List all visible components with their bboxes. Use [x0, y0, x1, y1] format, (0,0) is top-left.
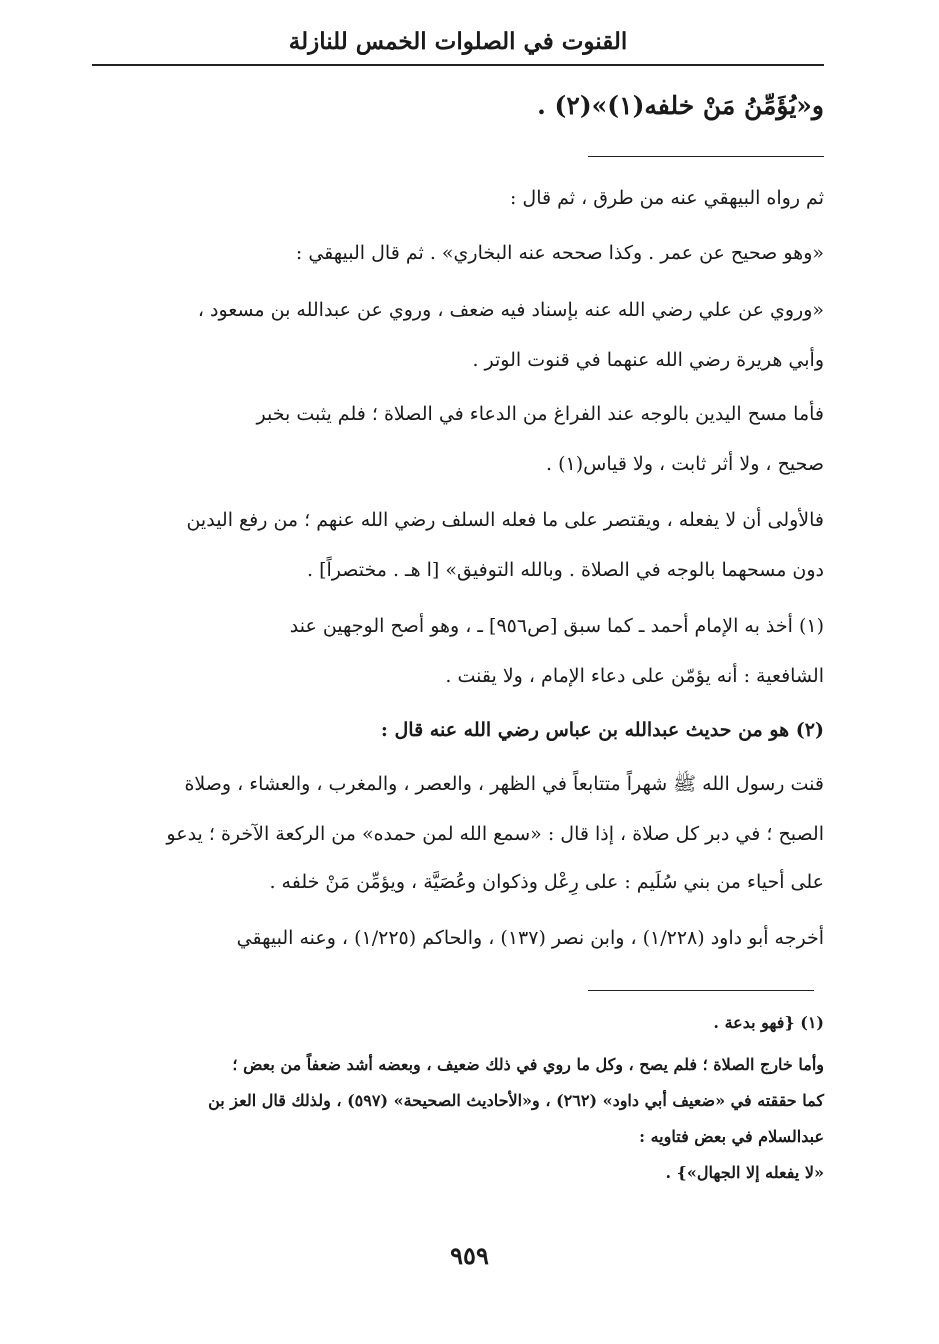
running-head: القنوت في الصلوات الخمس للنازلة	[288, 28, 628, 55]
lead-line: و«يُؤَمِّنُ مَنْ خلفه(١)»(٢) .	[537, 91, 824, 120]
body-line-12: قنت رسول الله ﷺ شهراً متتابعاً في الظهر ، والعصر ، والمغرب ، والعشاء ، وصلاة	[184, 773, 824, 795]
header-rule	[92, 64, 824, 66]
body-line-11: (٢) هو من حديث عبدالله بن عباس رضي الله عنه قال :	[380, 719, 824, 741]
body-line-7: فالأولى أن لا يفعله ، ويقتصر على ما فعله السلف رضي الله عنهم ؛ من رفع اليدين	[186, 509, 824, 531]
body-line-3: «وروي عن علي رضي الله عنه بإسناد فيه ضعف ، وروي عن عبدالله بن مسعود ،	[197, 299, 824, 321]
body-line-8: دون مسحهما بالوجه في الصلاة . وبالله التوفيق» [ا هـ . مختصراً] .	[307, 559, 824, 581]
body-line-9: (١) أخذ به الإمام أحمد ـ كما سبق [ص٩٥٦] ـ ، وهو أصح الوجهين عند	[289, 615, 824, 637]
body-line-15: أخرجه أبو داود (١/٢٢٨) ، وابن نصر (١٣٧) ، والحاكم (١/٢٢٥) ، وعنه البيهقي	[236, 927, 824, 949]
footnote-line-4: عبدالسلام في بعض فتاويه :	[639, 1127, 824, 1146]
body-line-4: وأبي هريرة رضي الله عنهما في قنوت الوتر .	[472, 349, 824, 371]
body-line-6: صحيح ، ولا أثر ثابت ، ولا قياس(١) .	[546, 453, 824, 475]
upper-separator-rule	[588, 156, 824, 157]
footnote-separator-rule	[588, 990, 814, 991]
footnote-line-2: وأما خارج الصلاة ؛ فلم يصح ، وكل ما روي في ذلك ضعيف ، وبعضه أشد ضعفاً من بعض ؛	[232, 1055, 824, 1074]
footnote-line-3: كما حققته في «ضعيف أبي داود» (٢٦٢) ، و«الأحاديث الصحيحة» (٥٩٧) ، ولذلك قال العز بن	[208, 1091, 824, 1110]
footnote-line-1: (١) {فهو بدعة .	[713, 1013, 824, 1032]
body-line-5: فأما مسح اليدين بالوجه عند الفراغ من الدعاء في الصلاة ؛ فلم يثبت بخبر	[256, 403, 824, 425]
body-line-13: الصبح ؛ في دبر كل صلاة ، إذا قال : «سمع الله لمن حمده» من الركعة الآخرة ؛ يدعو	[166, 823, 824, 845]
body-line-2: «وهو صحيح عن عمر . وكذا صححه عنه البخاري» . ثم قال البيهقي :	[295, 242, 824, 264]
body-line-14: على أحياء من بني سُلَيم : على رِعْل وذكوان وعُصَيَّة ، ويؤمِّن مَنْ خلفه .	[269, 871, 824, 893]
body-line-1: ثم رواه البيهقي عنه من طرق ، ثم قال :	[509, 187, 824, 209]
page-number: ٩٥٩	[450, 1241, 489, 1270]
body-line-10: الشافعية : أنه يؤمّن على دعاء الإمام ، ولا يقنت .	[445, 665, 824, 687]
footnote-line-5: «لا يفعله إلا الجهال»} .	[665, 1163, 824, 1182]
